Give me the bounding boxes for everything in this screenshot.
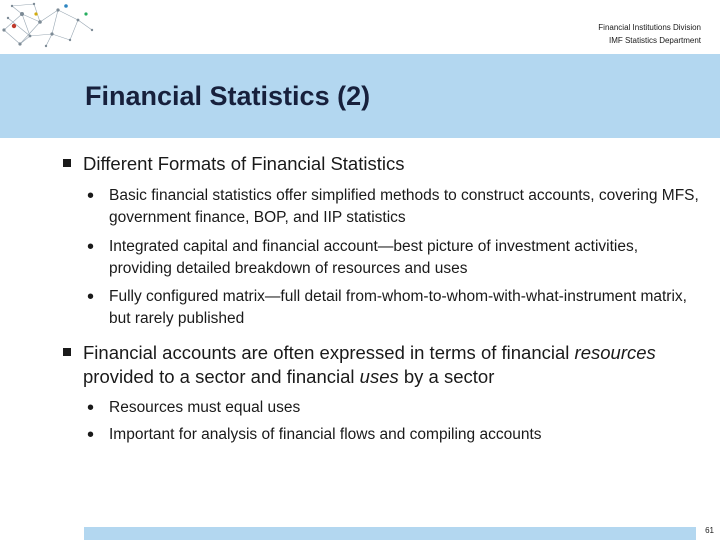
round-bullet-icon: • <box>87 424 95 446</box>
page-number: 61 <box>705 526 714 535</box>
sub-bullet <box>87 424 699 446</box>
sub-bullet <box>87 397 699 419</box>
sub-bullet-text: Important for analysis of financial flows and compiling accounts <box>109 426 542 443</box>
square-bullet-icon <box>63 159 71 167</box>
sub-bullet-text: Basic financial statistics offer simplified methods to construct accounts, covering MFS, government finance, BOP, and IIP statistics <box>109 187 699 226</box>
header-org-info <box>598 21 701 47</box>
footer-bar <box>84 527 696 540</box>
emphasis-uses: uses <box>359 366 399 387</box>
sub-bullet-text: Integrated capital and financial account—best picture of investment activities, providing detailed breakdown of resources and uses <box>109 238 639 277</box>
sub-bullet <box>87 286 699 330</box>
round-bullet-icon: • <box>87 286 95 308</box>
emphasis-resources: resources <box>574 342 656 363</box>
sub-bullet <box>87 185 699 229</box>
bullet-resources-uses <box>63 341 703 389</box>
round-bullet-icon: • <box>87 185 95 207</box>
sub-bullet <box>87 236 699 280</box>
sub-bullet-text: Resources must equal uses <box>109 399 301 416</box>
round-bullet-icon: • <box>87 236 95 258</box>
bullet-text: Financial accounts are often expressed in terms of financial resources provided to a sector and financial uses by a sector <box>83 342 656 387</box>
network-logo-graphic <box>0 0 100 52</box>
sub-bullet-text: Fully configured matrix—full detail from-whom-to-whom-with-what-instrument matrix, but rarely published <box>109 288 687 327</box>
bullet-text: Different Formats of Financial Statistics <box>83 153 405 174</box>
department-label: IMF Statistics Department <box>608 36 701 45</box>
bullet-formats <box>63 152 703 176</box>
round-bullet-icon: • <box>87 397 95 419</box>
slide-title: Financial Statistics (2) <box>85 81 371 111</box>
division-label: Financial Institutions Division <box>598 23 701 32</box>
square-bullet-icon <box>63 348 71 356</box>
